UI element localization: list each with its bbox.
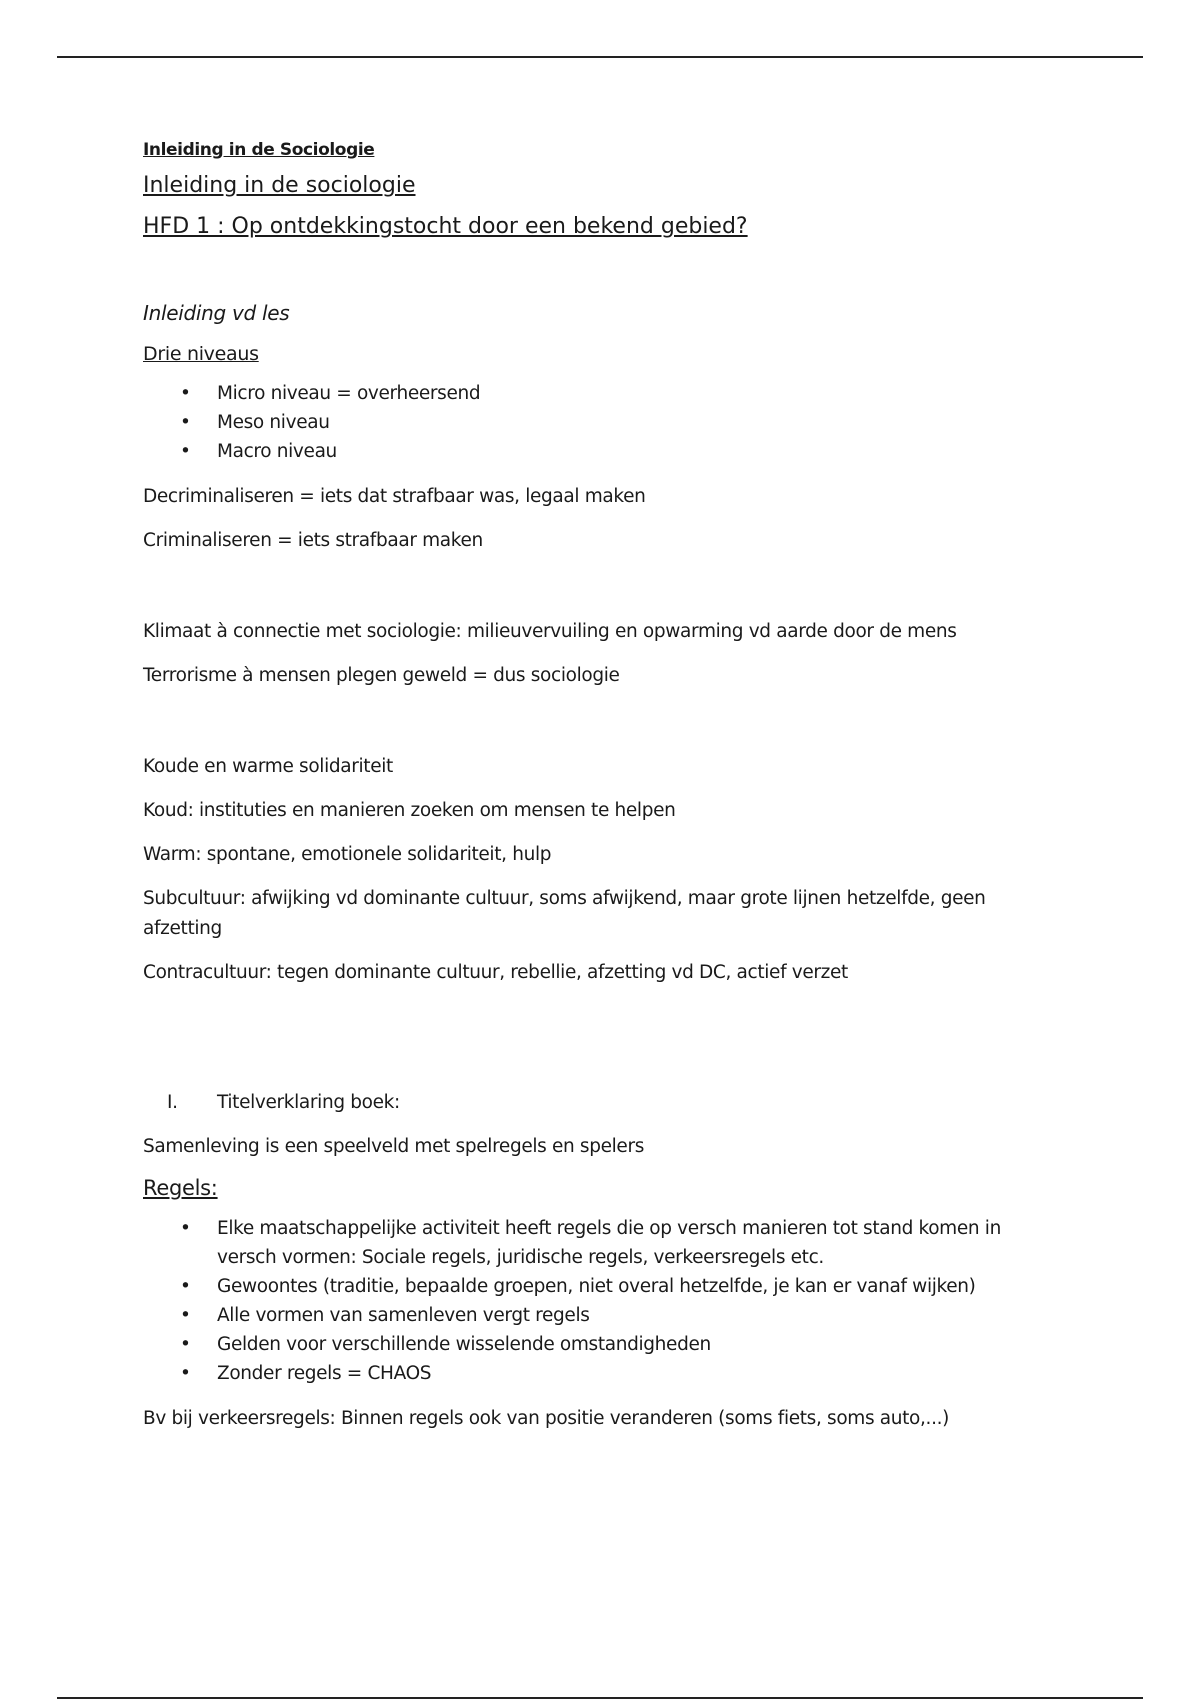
list-item: • Micro niveau = overheersend bbox=[143, 379, 1043, 408]
list-item: • Gewoontes (traditie, bepaalde groepen, niet overal hetzelfde, je kan er vanaf wijken) bbox=[143, 1272, 1043, 1301]
bullet-icon: • bbox=[180, 1363, 191, 1384]
paragraph-solidariteit: Koude en warme solidariteit bbox=[143, 756, 393, 777]
paragraph-koud: Koud: instituties en manieren zoeken om mensen te helpen bbox=[143, 800, 676, 821]
levels-heading: Drie niveaus bbox=[143, 343, 259, 365]
paragraph-verkeersregels: Bv bij verkeersregels: Binnen regels ook van positie veranderen (soms fiets, soms auto,...) bbox=[143, 1408, 950, 1429]
paragraph-criminaliseren: Criminaliseren = iets strafbaar maken bbox=[143, 530, 483, 551]
list-item: • Gelden voor verschillende wisselende omstandigheden bbox=[143, 1330, 1043, 1359]
footer-rule bbox=[57, 1697, 1143, 1699]
list-item: • Elke maatschappelijke activiteit heeft regels die op versch manieren tot stand komen in versch vormen: Sociale regels, juridische regels, verkeersregels etc. bbox=[143, 1214, 1043, 1272]
intro-heading: Inleiding vd les bbox=[143, 301, 290, 325]
list-item: • Zonder regels = CHAOS bbox=[143, 1359, 1043, 1388]
list-item: • Macro niveau bbox=[143, 437, 1043, 466]
bullet-icon: • bbox=[180, 1305, 191, 1326]
paragraph-samenleving: Samenleving is een speelveld met spelregels en spelers bbox=[143, 1136, 644, 1157]
paragraph-subcultuur: Subcultuur: afwijking vd dominante cultuur, soms afwijkend, maar grote lijnen hetzelfde, geen afzetting bbox=[143, 888, 986, 939]
bullet-icon: • bbox=[180, 412, 191, 433]
list-item: • Alle vormen van samenleven vergt regels bbox=[143, 1301, 1043, 1330]
header-rule bbox=[57, 56, 1143, 58]
section-title: Titelverklaring boek: bbox=[217, 1092, 400, 1113]
paragraph-decriminaliseren: Decriminaliseren = iets dat strafbaar was, legaal maken bbox=[143, 486, 646, 507]
paragraph-terrorisme: Terrorisme à mensen plegen geweld = dus sociologie bbox=[143, 665, 620, 686]
paragraph-contracultuur: Contracultuur: tegen dominante cultuur, rebellie, afzetting vd DC, actief verzet bbox=[143, 962, 848, 983]
bullet-icon: • bbox=[180, 383, 191, 404]
list-item: • Meso niveau bbox=[143, 408, 1043, 437]
document-title: Inleiding in de Sociologie bbox=[143, 140, 375, 160]
heading-1: Inleiding in de sociologie bbox=[143, 173, 416, 198]
document-page bbox=[143, 140, 1043, 1434]
roman-numeral: I. bbox=[167, 1092, 178, 1113]
section-titelverklaring bbox=[143, 1088, 1043, 1118]
heading-2: HFD 1 : Op ontdekkingstocht door een bekend gebied? bbox=[143, 214, 748, 239]
bullet-icon: • bbox=[180, 441, 191, 462]
regels-list bbox=[143, 1214, 1043, 1388]
paragraph-klimaat: Klimaat à connectie met sociologie: milieuvervuiling en opwarming vd aarde door de mens bbox=[143, 621, 957, 642]
paragraph-warm: Warm: spontane, emotionele solidariteit, hulp bbox=[143, 844, 552, 865]
bullet-icon: • bbox=[180, 1218, 191, 1239]
regels-heading: Regels: bbox=[143, 1176, 218, 1200]
bullet-icon: • bbox=[180, 1334, 191, 1355]
levels-list bbox=[143, 379, 1043, 466]
bullet-icon: • bbox=[180, 1276, 191, 1297]
